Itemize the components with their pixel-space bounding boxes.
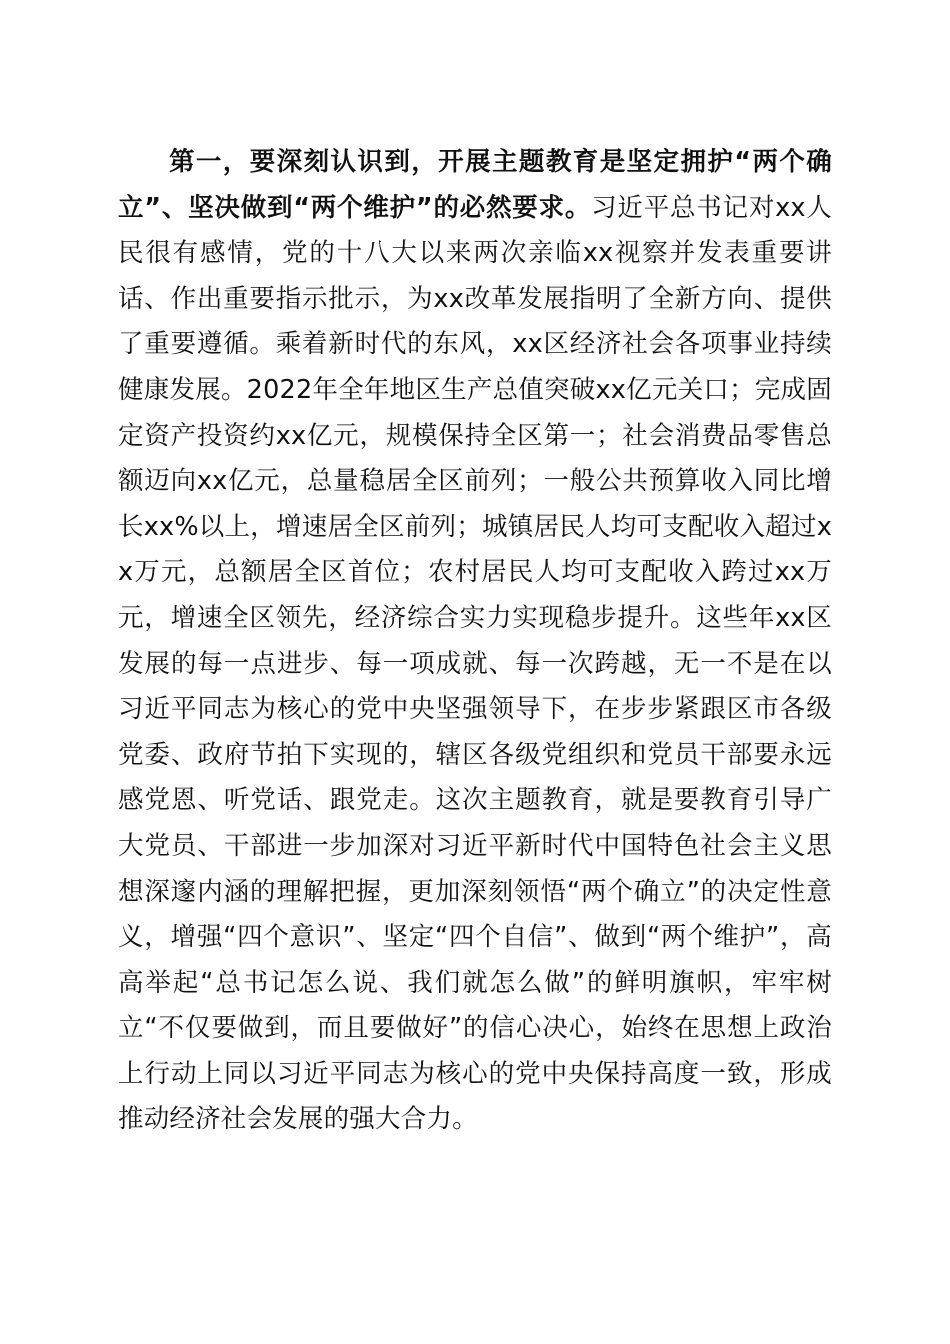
paragraph-body-text: 习近平总书记对xx人民很有感情，党的十八大以来两次亲临xx视察并发表重要讲话、作出重要指示批示，为xx改革发展指明了全新方向、提供了重要遵循。乘着新时代的东风，xx区经济社会各项事业持续健康发展。2022年全年地区生产总值突破xx亿元关口；完成固定资产投资约xx亿元，规模保持全区第一；社会消费品零售总额迈向xx亿元，总量稳居全区前列；一般公共预算收入同比增长xx%以上，增速居全区前列；城镇居民人均可支配收入超过xx万元，总额居全区首位；农村居民人均可支配收入跨过xx万元，增速全区领先，经济综合实力实现稳步提升。这些年xx区发展的每一点进步、每一项成就、每一次跨越，无一不是在以习近平同志为核心的党中央坚强领导下，在步步紧跟区市各级党委、政府节拍下实现的，辖区各级党组织和党员干部要永远感党恩、听党话、跟党走。这次主题教育，就是要教育引导广大党员、干部进一步加深对习近平新时代中国特色社会主义思想深邃内涵的理解把握，更加深刻领悟“两个确立”的决定性意义，增强“四个意识”、坚定“四个自信”、做到“两个维护”，高高举起“总书记怎么说、我们就怎么做”的鲜明旗帜，牢牢树立“不仅要做到，而且要做好”的信心决心，始终在思想上政治上行动上同以习近平同志为核心的党中央保持高度一致，形成推动经济社会发展的强大合力。 (118, 192, 832, 1135)
paragraph-lead-sentence: 第一，要深刻认识到，开展主题教育是坚定拥护“两个确立”、坚决做到“两个维护”的必然要求。 (118, 147, 832, 223)
body-paragraph (118, 140, 832, 1143)
